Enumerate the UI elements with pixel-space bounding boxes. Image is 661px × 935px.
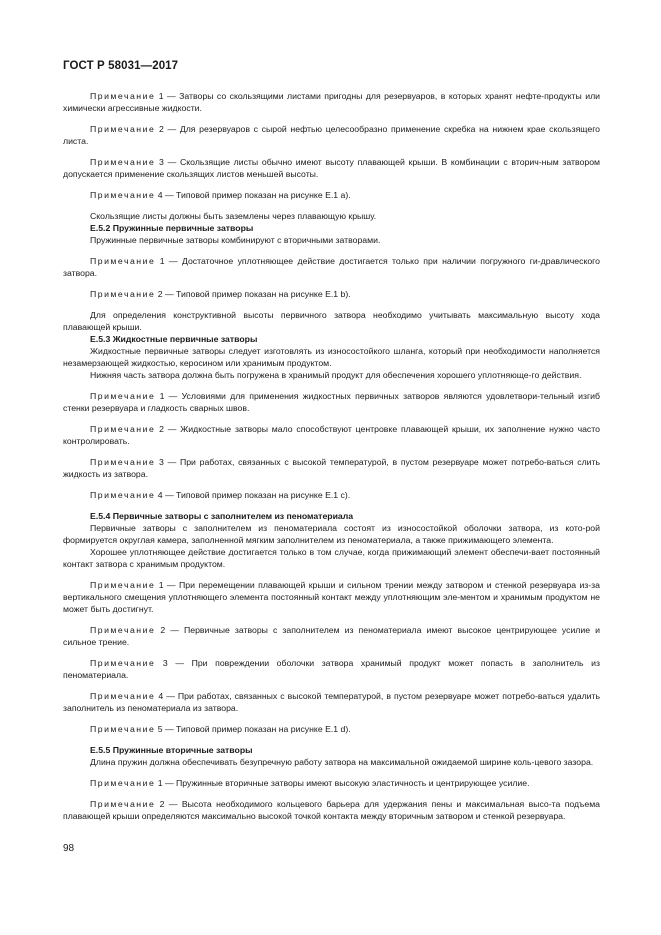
page-number: 98 <box>63 843 75 854</box>
document-header: ГОСТ Р 58031—2017 <box>63 60 179 72</box>
body-paragraph: Хорошее уплотняющее действие достигается только в том случае, когда прижимающий элемент обеспечи-вает постоянный контакт затвора с хранимым продуктом. <box>63 547 600 569</box>
note-paragraph <box>63 288 600 300</box>
note-text: 1 — Затворы со скользящими листами пригодны для резервуаров, в которых хранят нефте-продукты или химически агрессивные жидкости. <box>63 91 600 113</box>
document-body <box>63 90 600 831</box>
body-paragraph: Длина пружин должна обеспечивать безупречную работу затвора на максимальной ожидаемой ширине коль-цевого зазора. <box>90 757 594 767</box>
note-paragraph <box>63 423 600 447</box>
note-label: Примечание <box>90 124 156 134</box>
body-paragraph: Жидкостные первичные затворы следует изготовлять из износостойкого шланга, который при необходимости наполняется незамерзающей жидкостью, керосином или хранимым продуктом. <box>63 346 600 368</box>
note-label: Примечание <box>90 256 156 266</box>
section-heading: Е.5.2 Пружинные первичные затворы <box>90 223 254 233</box>
note-text: 1 — Пружинные вторичные затворы имеют высокую эластичность и центрирующее усилие. <box>155 778 530 788</box>
note-text: 2 — Первичные затворы с заполнителем из пеноматериала имеют высокое центрирующее усилие и сильное трение. <box>63 625 600 647</box>
note-text: 4 — Типовой пример показан на рисунке Е.1 а). <box>155 190 351 200</box>
note-paragraph <box>63 579 600 615</box>
note-text: 2 — Типовой пример показан на рисунке Е.1 b). <box>155 289 351 299</box>
note-text: 4 — Типовой пример показан на рисунке Е.1 с). <box>155 490 351 500</box>
section-heading: Е.5.3 Жидкостные первичные затворы <box>90 334 258 344</box>
note-paragraph <box>63 657 600 681</box>
note-text: 5 — Типовой пример показан на рисунке Е.1 d). <box>155 724 351 734</box>
note-text: 3 — Скользящие листы обычно имеют высоту плавающей крыши. В комбинации с вторич-ным затвором допускается применение скользящих листов меньшей высоты. <box>63 157 600 179</box>
note-paragraph <box>63 798 600 822</box>
note-label: Примечание <box>90 457 156 467</box>
note-text: 3 — При работах, связанных с высокой температурой, в пустом резервуаре может потребо-ваться слить жидкость из затвора. <box>63 457 600 479</box>
note-paragraph <box>63 90 600 114</box>
note-paragraph <box>63 189 600 201</box>
note-paragraph <box>63 723 600 735</box>
note-label: Примечание <box>90 91 156 101</box>
note-label: Примечание <box>90 580 156 590</box>
note-text: 1 — Достаточное уплотняющее действие достигается только при наличии погружного ги-дравлического затвора. <box>63 256 600 278</box>
body-paragraph: Для определения конструктивной высоты первичного затвора необходимо учитывать максимальную высоту хода плавающей крыши. <box>63 310 600 332</box>
note-text: 4 — При работах, связанных с высокой температурой, в пустом резервуаре может потребо-ваться удалить заполнитель из пеноматериала из затвора. <box>63 691 600 713</box>
note-label: Примечание <box>90 391 156 401</box>
note-label: Примечание <box>90 289 156 299</box>
note-text: 2 — Жидкостные затворы мало способствуют центровке плавающей крыши, их заполнение нужно часто контролировать. <box>63 424 600 446</box>
note-label: Примечание <box>90 724 156 734</box>
note-text: 2 — Высота необходимого кольцевого барьера для удержания пены и максимальная высо-та подъема плавающей крыши определяются максимально высокой точкой контакта между вторичным затвором и стенкой резервуара. <box>63 799 600 821</box>
section-heading: Е.5.4 Первичные затворы с заполнителем из пеноматериала <box>90 511 354 521</box>
note-label: Примечание <box>90 799 156 809</box>
note-paragraph <box>63 156 600 180</box>
note-paragraph <box>63 489 600 501</box>
note-text: 3 — При повреждении оболочки затвора хранимый продукт может попасть в заполнитель из пеноматериала. <box>63 658 600 680</box>
body-paragraph: Пружинные первичные затворы комбинируют с вторичными затворами. <box>90 235 381 245</box>
note-label: Примечание <box>90 490 156 500</box>
note-text: 1 — При перемещении плавающей крыши и сильном трении между затвором и стенкой резервуара из-за вертикального смещения уплотняющего элемента постоянный контакт между уплотняющим эле-ментом и хранимым продуктом не может быть достигнут. <box>63 580 600 614</box>
note-paragraph <box>63 690 600 714</box>
note-paragraph <box>63 777 600 789</box>
note-label: Примечание <box>90 424 156 434</box>
note-text: 1 — Условиями для применения жидкостных первичных затворов являются удовлетвори-тельный изгиб стенки резервуара и гладкость сварных швов. <box>63 391 600 413</box>
body-paragraph: Скользящие листы должны быть заземлены через плавающую крышу. <box>90 211 377 221</box>
note-paragraph <box>63 456 600 480</box>
note-paragraph <box>63 123 600 147</box>
note-label: Примечание <box>90 625 156 635</box>
note-text: 2 — Для резервуаров с сырой нефтью целесообразно применение скребка на нижнем крае скользящего листа. <box>63 124 600 146</box>
note-label: Примечание <box>90 778 156 788</box>
note-paragraph <box>63 624 600 648</box>
body-paragraph: Нижняя часть затвора должна быть погружена в хранимый продукт для обеспечения хорошего уплотняюще-го действия. <box>90 370 582 380</box>
note-label: Примечание <box>90 691 156 701</box>
body-paragraph: Первичные затворы с заполнителем из пеноматериала состоят из износостойкой оболочки затвора, из кото-рой формируется округлая камера, заполненной мягким заполнителем из пеноматериала, а также прижимающего элемента. <box>63 523 600 545</box>
note-label: Примечание <box>90 157 156 167</box>
note-label: Примечание <box>90 658 156 668</box>
note-label: Примечание <box>90 190 156 200</box>
section-heading: Е.5.5 Пружинные вторичные затворы <box>90 745 253 755</box>
note-paragraph <box>63 390 600 414</box>
note-paragraph <box>63 255 600 279</box>
